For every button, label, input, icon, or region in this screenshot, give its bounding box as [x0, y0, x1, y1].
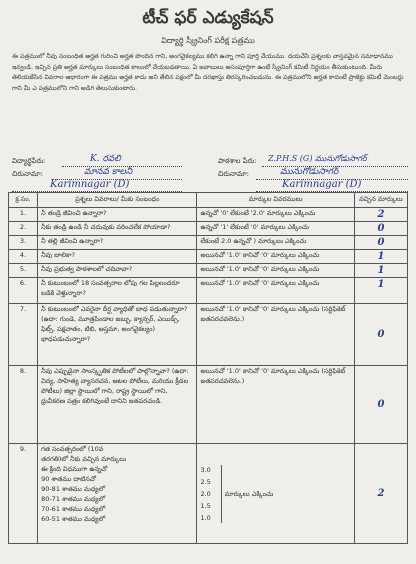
- row-question: నీవు ఎప్పుడైనా సాంస్కృతిక పోటీలలో పాల్గొన్నావా? (ఉదా: విద్య, సాహిత్య వ్యాసరచన, ఆటల పోటీలు, మరియు క్రీడల పోటీలు) జిల్లా స్థాయిలో గాని, రాష్ట్ర స్థాయిలో గాని, ధ్రువీకరణ పత్రం కలిగివుంటే దానిని జతపరచండి.: [38, 366, 197, 444]
- school-name-value[interactable]: Z.P.H.S (G) మునుగోడుసాగర్: [268, 154, 367, 163]
- table-row: [9, 250, 408, 264]
- scale-bracket: [217, 465, 222, 523]
- school-name-label: పాఠశాల పేరు:: [218, 157, 257, 165]
- row-score[interactable]: 1: [354, 278, 407, 304]
- row-marks-rule: మార్కులు ఎక్కించు: [224, 489, 274, 498]
- row-marks-rule: అయినచో '1.0' కానిచో '0' మార్కులు ఎక్కించు: [197, 278, 354, 304]
- table-row: [9, 366, 408, 444]
- table-header-row: [9, 193, 408, 208]
- table-row: [9, 208, 408, 222]
- row-question: నీవు ప్రభుత్వ పాఠశాలలో చదివావా?: [38, 264, 197, 278]
- row-score[interactable]: 0: [354, 366, 407, 444]
- row-marks-rule: అయినచో '1.0' కానిచో '0' మార్కులు ఎక్కించు (సర్టిఫికెట్ జతపరచవలెను.): [197, 366, 354, 444]
- row-marks-rule: ఉన్నచో '1' లేకుంటే '0' మార్కులు ఎక్కించు: [197, 222, 354, 236]
- address-district-value[interactable]: Karimnagar (D): [50, 179, 130, 190]
- header-marks-obtained: వచ్చిన మార్కులు: [354, 193, 407, 208]
- range-line: ఈ క్రింది విధముగా ఉన్నచో: [41, 465, 108, 473]
- row-question: నీ తండ్రి జీవించి ఉన్నారా?: [38, 208, 197, 222]
- student-name-label: విద్యార్థిపేరు:: [12, 157, 46, 165]
- row-marks-rule: లేకుంటే 2.0 ఉన్నచో ) మార్కులు ఎక్కించు: [197, 236, 354, 250]
- table-row: [9, 278, 408, 304]
- range-line: 60-51 శాతము మధ్యలో: [41, 515, 106, 523]
- row-question: నీవు బాలికా?: [38, 250, 197, 264]
- student-name-value[interactable]: K. రవలి: [90, 154, 121, 164]
- row-score[interactable]: 1: [354, 250, 407, 264]
- marks-table: [8, 192, 408, 544]
- row-marks-rule: ఉన్నచో '0' లేకుంటే '2.0' మార్కులు ఎక్కించు: [197, 208, 354, 222]
- row-question: నీ తల్లి జీవించి ఉన్నారా?: [38, 236, 197, 250]
- address-label: చిరునామా:: [12, 170, 44, 178]
- row-score[interactable]: 1: [354, 264, 407, 278]
- header-marks-details: మార్కుల వివరములు: [197, 193, 354, 208]
- scale-value: 2.0: [200, 489, 211, 498]
- range-line: 80-71 శాతము మధ్యలో: [41, 495, 106, 503]
- address-label-right: చిరునామా:: [218, 170, 250, 178]
- row-score[interactable]: 0: [354, 304, 407, 366]
- instructions-paragraph: ఈ పత్రములో నీవు సంబంధిత అర్హత గురించి అర్హత పొందిన గాని, అంగవైకల్యము కలిగి ఉన్నా గాని పూర్తి వేయుము. దయచేసి ప్రశ్నలకు వాస్తవమైన సమాధానము ఇవ్వండి. ఇచ్చిన ప్రతి అర్హత మార్కులు సంబంధిత కాలంలో వేయబడతాయి. ఏ జవాబులు అసంపూర్తిగా ఉంటే స్క్రీనింగ్ కమిటీ నిర్ణయం తీసుకుంటుంది. మీరు తెలియజేసిన వివరాల ఆధారంగా ఈ పత్రము అర్హత కాదు అని తేలిన పక్షంలో మీ దరఖాస్తు తిరస్కరించబడును. ఈ పత్రములోని అర్హత కాదంటే ప్రాజెక్టు కమిటీ మెంబర్లు గాని మీ ఎ పత్రములోని గాని అడిగి తెలుసుకుంటారు.: [12, 53, 404, 92]
- header-serial: క్ర.సం.: [9, 193, 38, 208]
- row-score[interactable]: 0: [354, 222, 407, 236]
- form-subtitle: విద్యార్థి స్క్రీనింగ్ పరీక్ష పత్రము: [161, 36, 255, 45]
- row-question: నీకు తండ్రి ఉండి నీ చదువుకు వరించలేక పోయాడా?: [38, 222, 197, 236]
- table-row: [9, 264, 408, 278]
- row-marks-rule: అయినచో '1.0' కానిచో '0' మార్కులు ఎక్కించు: [197, 250, 354, 264]
- row-number: 5.: [9, 264, 38, 278]
- row-score[interactable]: 0: [354, 236, 407, 250]
- table-row: [9, 236, 408, 250]
- row-number: 1.: [9, 208, 38, 222]
- range-line: 90 శాతము దాటినచో: [41, 475, 96, 483]
- range-line: గత సంవత్సరంలో (10వ: [41, 445, 104, 453]
- scale-value: 1.0: [200, 513, 211, 522]
- row-question-marks-ranges: [38, 444, 197, 544]
- address-value[interactable]: మానవ కాలనీ: [84, 167, 133, 177]
- range-line: 70-61 శాతము మధ్యలో: [41, 505, 106, 513]
- address-district-value-right[interactable]: Karimnagar (D): [282, 179, 362, 190]
- address-value-right[interactable]: మునుగోడుసాగర్: [280, 167, 339, 177]
- row-marks-rule: అయినచో '1.0' కానిచో '0' మార్కులు ఎక్కించు (సర్టిఫికెట్ జతపరచవలెను.): [197, 304, 354, 366]
- row-number: 4.: [9, 250, 38, 264]
- scale-value: 3.0: [200, 465, 211, 474]
- range-line: తరగతి)లో నీకు వచ్చిన మార్కులు: [41, 455, 127, 463]
- row-number: 7.: [9, 304, 38, 366]
- row-score[interactable]: 2: [354, 208, 407, 222]
- range-line: 90-81 శాతము మధ్యలో: [41, 485, 106, 493]
- row-number: 8.: [9, 366, 38, 444]
- scale-value: 1.5: [200, 501, 211, 510]
- row-number: 2.: [9, 222, 38, 236]
- table-row: [9, 444, 408, 544]
- form-title: టీచ్ ఫర్ ఎడ్యుకేషన్: [142, 8, 274, 28]
- table-row: [9, 222, 408, 236]
- row-number: 6.: [9, 278, 38, 304]
- table-row: [9, 304, 408, 366]
- header-question: ప్రశ్నలు వివరాలు/ మీకు సంబంధం: [38, 193, 197, 208]
- row-marks-rule: అయినచో '1.0' కానిచో '0' మార్కులు ఎక్కించు: [197, 264, 354, 278]
- row-question: నీ కుటుంబంలో 18 సంవత్సరాల లోపు గల పిల్లలందరూ బడికి వెళ్తున్నారా?: [38, 278, 197, 304]
- row-marks-scale: [197, 444, 354, 544]
- row-number: 3.: [9, 236, 38, 250]
- marks-scale: [200, 464, 210, 524]
- scale-value: 2.5: [200, 477, 211, 486]
- row-score[interactable]: 2: [354, 444, 407, 544]
- row-number: 9.: [9, 444, 38, 544]
- row-question: నీ కుటుంబంలో ఎవరైనా దీర్ఘ వ్యాధితో బాధ పడుతున్నారా? (ఉదా: గుండె, మూత్రపిండాల జబ్బు, క్యాన్సర్, ఎయిడ్స్, ఫిట్స్, పక్షవాతం, టిబి, ఆస్తమా, అంగవైకల్యం) భాధపడుచున్నారా?: [38, 304, 197, 366]
